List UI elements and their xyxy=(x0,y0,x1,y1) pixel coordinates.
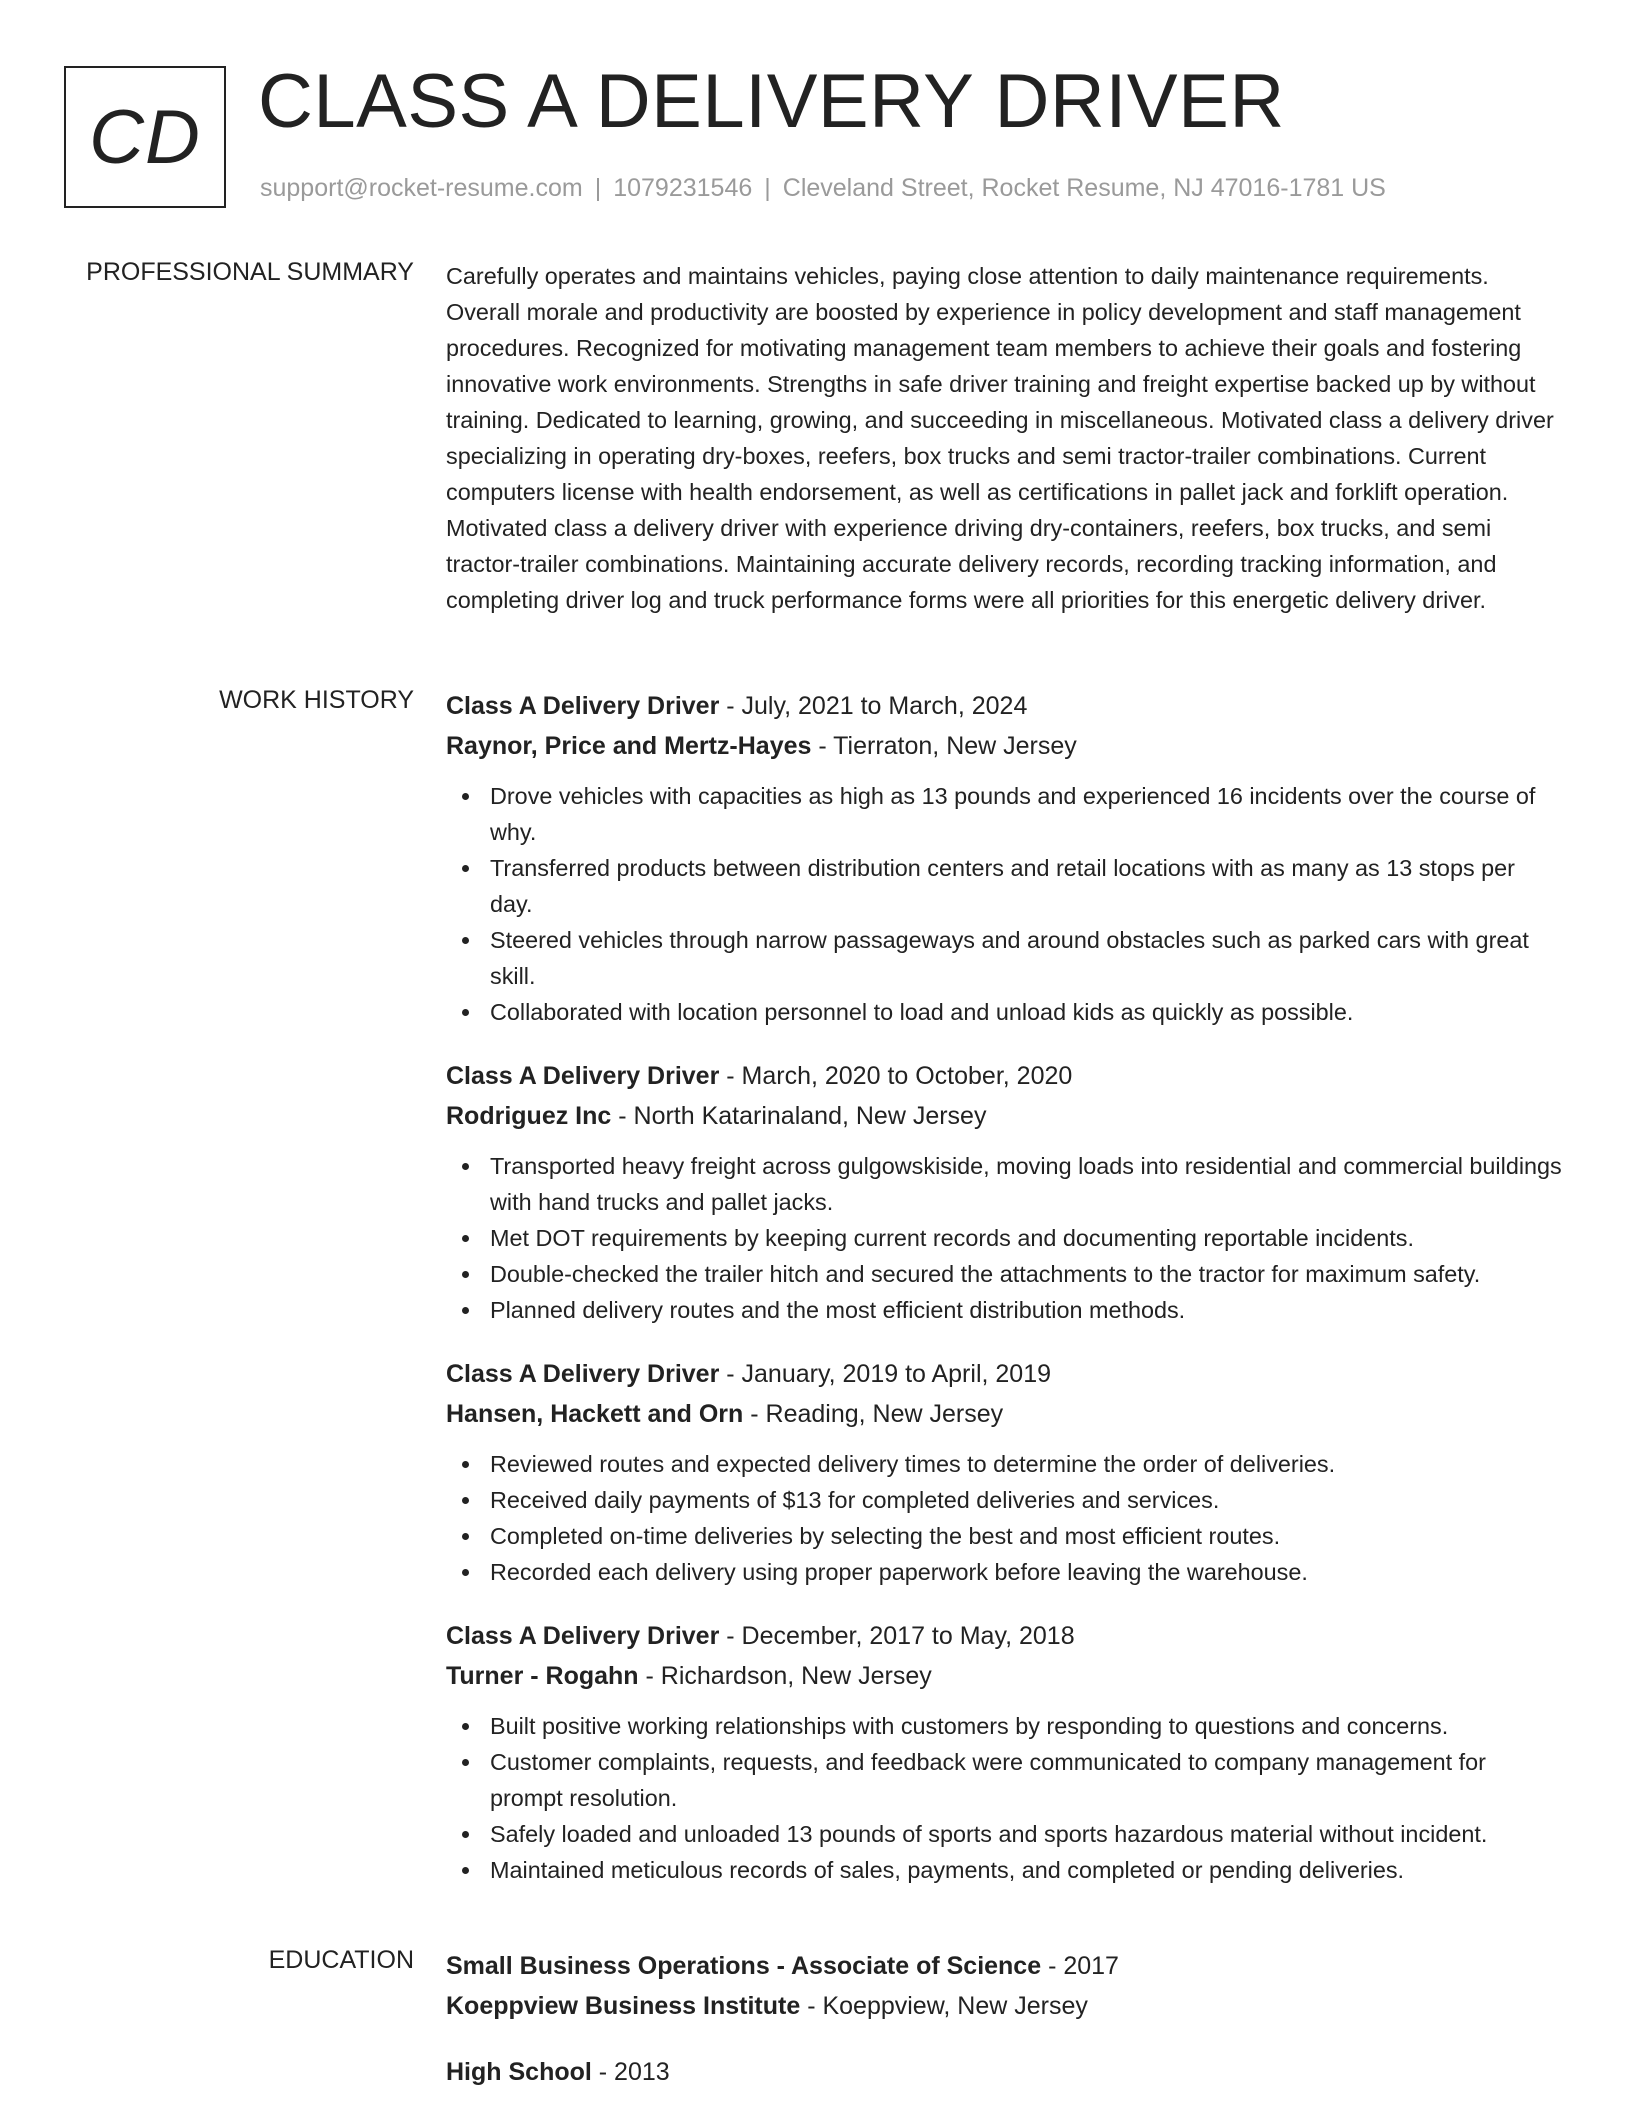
job-bullet: Planned delivery routes and the most efficient distribution methods. xyxy=(446,1292,1562,1328)
education-entry xyxy=(446,1946,1562,2026)
job-title: Class A Delivery Driver xyxy=(446,1622,720,1650)
job-title: Class A Delivery Driver xyxy=(446,1360,720,1388)
job-company-line xyxy=(446,1394,1562,1434)
contact-address: Cleveland Street, Rocket Resume, NJ 47016-1781 US xyxy=(782,174,1386,202)
job-dates: - March, 2020 to October, 2020 xyxy=(719,1062,1073,1090)
job-title-line xyxy=(446,1616,1562,1656)
work-history-body xyxy=(446,686,1562,1914)
job-company: Turner - Rogahn xyxy=(446,1662,639,1690)
education-year: - 2013 xyxy=(591,2058,670,2086)
job-company: Hansen, Hackett and Orn xyxy=(446,1400,744,1428)
job-title: Class A Delivery Driver xyxy=(446,1062,720,1090)
education-degree: High School xyxy=(446,2058,592,2086)
education-entry xyxy=(446,2052,1562,2092)
job-entry xyxy=(446,686,1562,1030)
job-bullet: Received daily payments of $13 for completed deliveries and services. xyxy=(446,1482,1562,1518)
job-bullet: Built positive working relationships with customers by responding to questions and concerns. xyxy=(446,1708,1562,1744)
job-location: - Tierraton, New Jersey xyxy=(811,732,1077,760)
summary-body xyxy=(446,258,1562,618)
job-company: Raynor, Price and Mertz-Hayes xyxy=(446,732,812,760)
job-bullet: Transported heavy freight across gulgowskiside, moving loads into residential and commercial buildings with hand trucks and pallet jacks. xyxy=(446,1148,1562,1220)
contact-phone: 1079231546 xyxy=(613,174,753,202)
job-entry xyxy=(446,1354,1562,1590)
education-degree: Small Business Operations - Associate of Science xyxy=(446,1952,1042,1980)
job-bullet-list xyxy=(446,1446,1562,1590)
job-location: - Richardson, New Jersey xyxy=(638,1662,932,1690)
job-bullet: Drove vehicles with capacities as high as 13 pounds and experienced 16 incidents over the course of why. xyxy=(446,778,1562,850)
job-bullet: Met DOT requirements by keeping current records and documenting reportable incidents. xyxy=(446,1220,1562,1256)
job-bullet: Maintained meticulous records of sales, payments, and completed or pending deliveries. xyxy=(446,1852,1562,1888)
job-dates: - December, 2017 to May, 2018 xyxy=(719,1622,1075,1650)
job-company: Rodriguez Inc xyxy=(446,1102,612,1130)
job-title-line xyxy=(446,1354,1562,1394)
contact-separator: | xyxy=(764,174,771,202)
job-bullet: Double-checked the trailer hitch and secured the attachments to the tractor for maximum safety. xyxy=(446,1256,1562,1292)
section-label-summary: PROFESSIONAL SUMMARY xyxy=(86,258,414,286)
job-bullet: Transferred products between distribution centers and retail locations with as many as 13 stops per day. xyxy=(446,850,1562,922)
education-degree-line xyxy=(446,2052,1562,2092)
job-bullet: Steered vehicles through narrow passageways and around obstacles such as parked cars with great skill. xyxy=(446,922,1562,994)
education-degree-line xyxy=(446,1946,1562,1986)
job-location: - Reading, New Jersey xyxy=(743,1400,1004,1428)
job-title-line xyxy=(446,1056,1562,1096)
education-location: - Koeppview, New Jersey xyxy=(800,1992,1088,2020)
job-dates: - July, 2021 to March, 2024 xyxy=(719,692,1028,720)
contact-line xyxy=(260,174,1386,203)
job-entry xyxy=(446,1056,1562,1328)
contact-separator: | xyxy=(594,174,602,202)
summary-text: Carefully operates and maintains vehicles, paying close attention to daily maintenance requirements. Overall morale and productivity are boosted by experience in policy development and staff management procedures. Recognized for motivating management team members to achieve their goals and fostering innovative work environments. Strengths in safe driver training and freight expertise backed up by without training. Dedicated to learning, growing, and succeeding in miscellaneous. Motivated class a delivery driver specializing in operating dry-boxes, reefers, box trucks and semi tractor-trailer combinations. Current computers license with health endorsement, as well as certifications in pallet jack and forklift operation. Motivated class a delivery driver with experience driving dry-containers, reefers, box trucks, and semi tractor-trailer combinations. Maintaining accurate delivery records, recording tracking information, and completing driver log and truck performance forms were all priorities for this energetic delivery driver. xyxy=(446,263,1554,613)
resume-title: CLASS A DELIVERY DRIVER xyxy=(258,59,1285,144)
section-label-education: EDUCATION xyxy=(268,1946,414,1974)
job-bullet: Completed on-time deliveries by selecting the best and most efficient routes. xyxy=(446,1518,1562,1554)
job-location: - North Katarinaland, New Jersey xyxy=(611,1102,987,1130)
job-bullet-list xyxy=(446,1148,1562,1328)
job-title-line xyxy=(446,686,1562,726)
education-body xyxy=(446,1946,1562,2112)
section-label-work-history: WORK HISTORY xyxy=(219,686,414,714)
job-title: Class A Delivery Driver xyxy=(446,692,720,720)
job-dates: - January, 2019 to April, 2019 xyxy=(719,1360,1052,1388)
education-school: Koeppview Business Institute xyxy=(446,1992,801,2020)
education-year: - 2017 xyxy=(1041,1952,1119,1980)
job-bullet-list xyxy=(446,1708,1562,1888)
job-entry xyxy=(446,1616,1562,1888)
job-company-line xyxy=(446,726,1562,766)
job-bullet: Recorded each delivery using proper paperwork before leaving the warehouse. xyxy=(446,1554,1562,1590)
monogram-initials: CD xyxy=(89,94,201,180)
job-bullet: Customer complaints, requests, and feedback were communicated to company management for prompt resolution. xyxy=(446,1744,1562,1816)
job-bullet: Reviewed routes and expected delivery times to determine the order of deliveries. xyxy=(446,1446,1562,1482)
job-company-line xyxy=(446,1096,1562,1136)
job-company-line xyxy=(446,1656,1562,1696)
job-bullet-list xyxy=(446,778,1562,1030)
contact-email: support@rocket-resume.com xyxy=(260,174,583,202)
education-school-line xyxy=(446,1986,1562,2026)
job-bullet: Safely loaded and unloaded 13 pounds of sports and sports hazardous material without incident. xyxy=(446,1816,1562,1852)
job-bullet: Collaborated with location personnel to load and unload kids as quickly as possible. xyxy=(446,994,1562,1030)
monogram-box xyxy=(64,66,226,208)
